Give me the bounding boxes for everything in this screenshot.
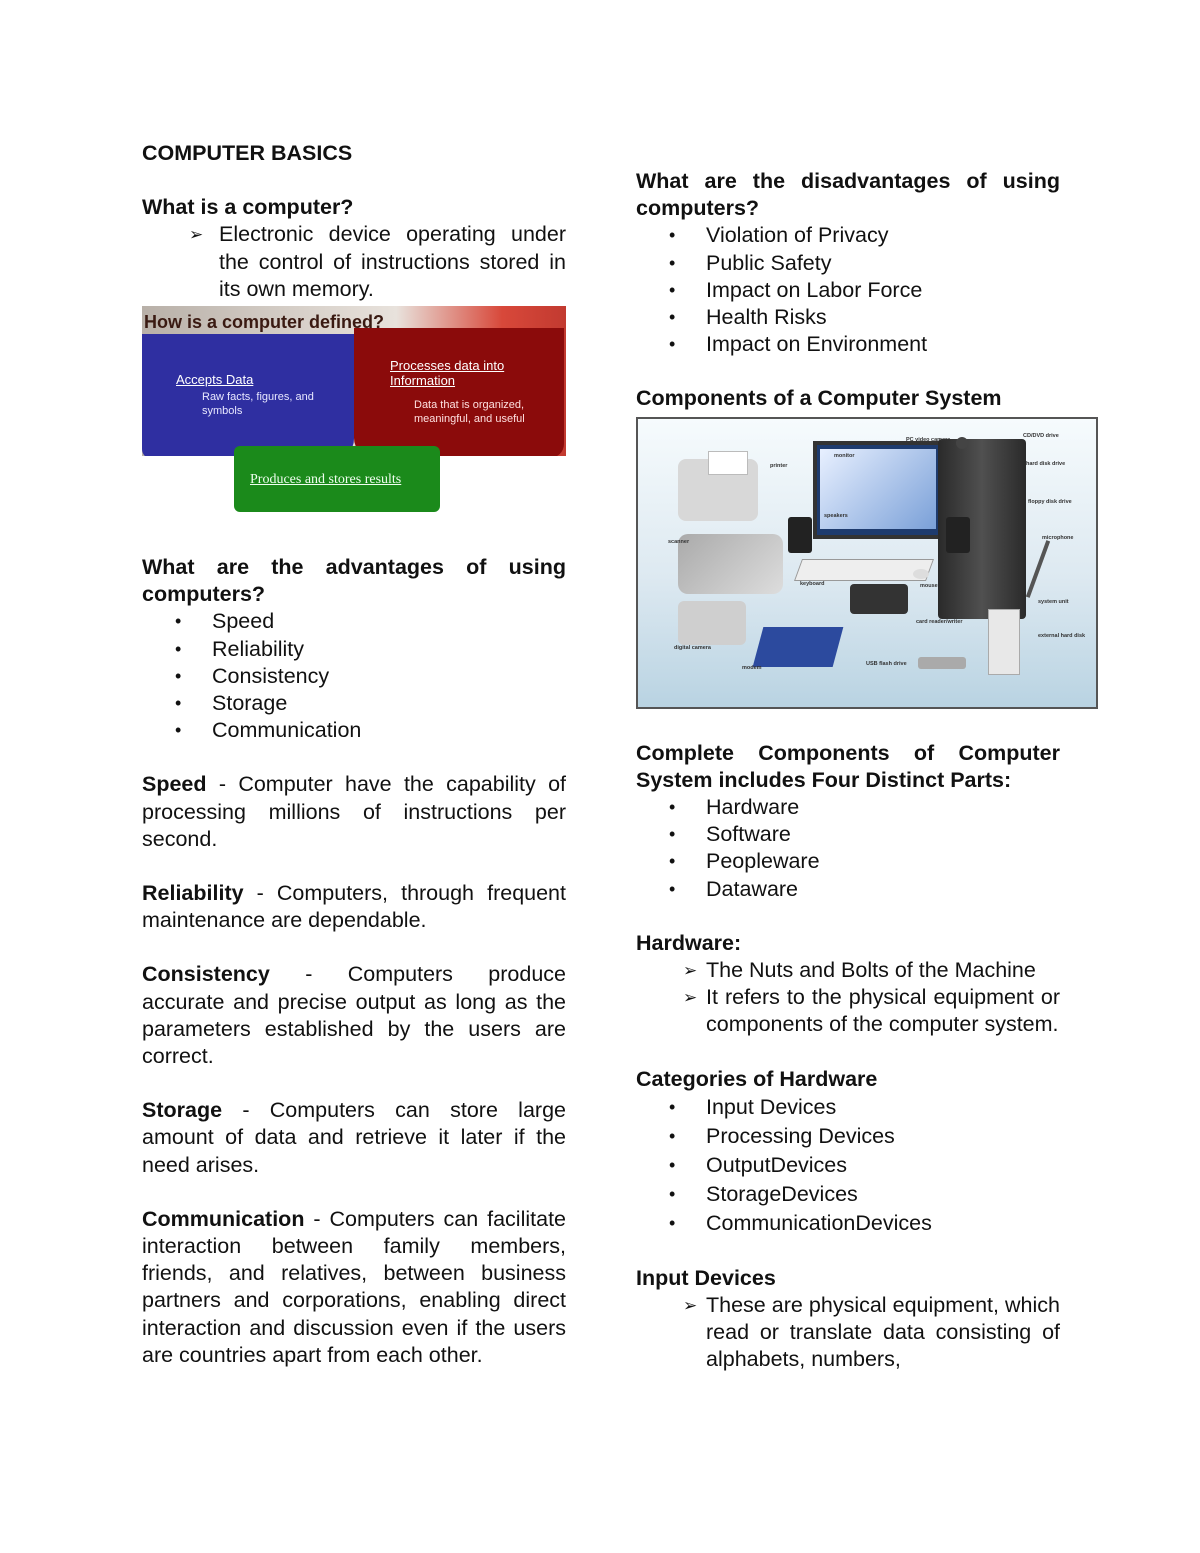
complete-components-heading: Complete Components of Computer System includes Four Distinct Parts: <box>636 740 1060 792</box>
accepts-data-sub: Raw facts, figures, and symbols <box>202 391 314 418</box>
list-item: • Software <box>636 821 1060 848</box>
accepts-data-label: Accepts Data <box>176 372 254 388</box>
categories-list <box>636 1093 1060 1238</box>
def-speed: Speed - Computer have the capability of processing millions of instructions per second. <box>142 772 567 851</box>
list-item: • Impact on Labor Force <box>636 277 1060 304</box>
produces-results-label: Produces and stores results <box>250 472 402 488</box>
left-column <box>142 140 566 1369</box>
list-item: • OutputDevices <box>636 1151 1060 1180</box>
def-communication: Communication - Computers can facilitate interaction between family members, friends, and relatives, between business partners and corporations, enabling direct interaction and discussion even if the users are countries apart from each other. <box>142 1206 566 1367</box>
def-storage: Storage - Computers can store large amount of data and retrieve it later if the need arises. <box>142 1098 566 1177</box>
mouse-icon <box>913 569 929 579</box>
processes-data-label: Processes data into Information <box>390 358 505 389</box>
list-item: • Reliability <box>142 636 566 663</box>
card-reader-icon <box>850 584 908 614</box>
right-column <box>636 168 1086 1374</box>
input-devices-heading: Input Devices <box>636 1265 776 1290</box>
figure-computer-defined <box>142 306 566 524</box>
document-title: COMPUTER BASICS <box>142 141 353 165</box>
categories-heading: Categories of Hardware <box>636 1066 878 1091</box>
list-item: • Storage <box>142 690 566 717</box>
list-item: • Consistency <box>142 663 566 690</box>
list-item: • Hardware <box>636 794 1060 821</box>
list-item: ➢ These are physical equipment, which read or translate data consisting of alphabets, numbers, <box>636 1292 1060 1374</box>
digital-camera-icon <box>678 601 746 645</box>
list-item: • Peopleware <box>636 848 1060 875</box>
components-heading: Components of a Computer System <box>636 386 1002 411</box>
list-item: • Health Risks <box>636 304 1060 331</box>
list-item: • Speed <box>142 608 566 635</box>
def-reliability: Reliability - Computers, through frequent maintenance are dependable. <box>142 881 566 933</box>
figure-title: How is a computer defined? <box>144 312 385 333</box>
external-hard-disk-icon <box>988 609 1020 675</box>
list-item: ➢ Electronic device operating under the control of instructions stored in its own memory. <box>142 221 566 303</box>
list-item: ➢ The Nuts and Bolts of the Machine <box>636 957 1060 984</box>
list-item: • Violation of Privacy <box>636 222 1060 249</box>
list-item: • Communication <box>142 717 566 744</box>
modem-icon <box>753 627 844 667</box>
parts-list <box>636 794 1060 903</box>
input-devices-points <box>636 1292 1060 1374</box>
list-item: ➢ It refers to the physical equipment or components of the computer system. <box>636 984 1060 1038</box>
list-item: • Processing Devices <box>636 1122 1060 1151</box>
disadvantages-heading: What are the disadvantages of using computers? <box>636 169 1060 221</box>
list-item: • Dataware <box>636 876 1060 903</box>
speaker-icon <box>788 517 812 553</box>
hardware-heading: Hardware: <box>636 930 742 955</box>
list-item: • Input Devices <box>636 1093 1060 1122</box>
list-item: • CommunicationDevices <box>636 1209 1060 1238</box>
advantages-heading: What are the advantages of using computers? <box>142 555 566 607</box>
def-consistency: Consistency - Computers produce accurate and precise output as long as the parameters established by the users are correct. <box>142 962 567 1069</box>
advantages-list <box>142 608 566 744</box>
figure-computer-components: PC video camera CD/DVD drive monitor printer hard disk drive floppy disk drive speakers microphone scanner keyboard mouse system unit card reader/writer external hard disk digital camera modem USB flash drive <box>636 417 1098 709</box>
definition-list <box>142 221 566 303</box>
disadvantages-list <box>636 222 1060 358</box>
processes-data-panel <box>354 328 564 458</box>
keyboard-icon <box>794 559 934 581</box>
usb-flash-drive-icon <box>918 657 966 669</box>
scanner-icon <box>678 534 783 594</box>
list-item: • StorageDevices <box>636 1180 1060 1209</box>
hardware-points <box>636 957 1060 1039</box>
camera-icon <box>956 437 968 449</box>
question-what-is-computer: What is a computer? <box>142 195 354 220</box>
list-item: • Public Safety <box>636 250 1060 277</box>
microphone-icon <box>1026 540 1050 598</box>
list-item: • Impact on Environment <box>636 331 1060 358</box>
processes-data-sub: Data that is organized, meaningful, and useful <box>414 399 525 426</box>
